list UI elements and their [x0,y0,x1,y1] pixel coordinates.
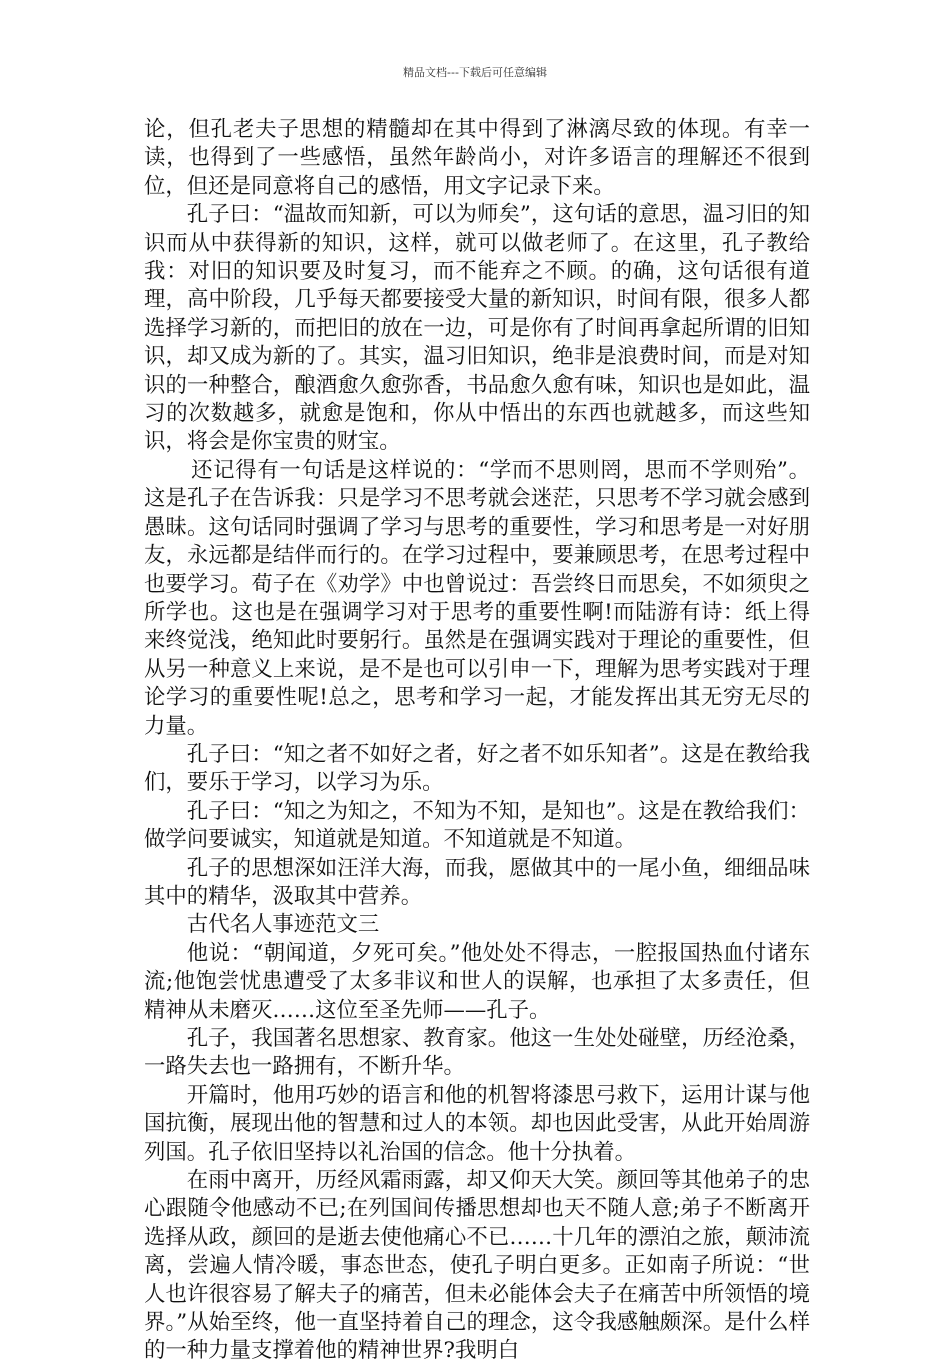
paragraph: 论，但孔老夫子思想的精髓却在其中得到了淋漓尽致的体现。有幸一读，也得到了一些感悟，虽然年龄尚小，对许多语言的理解还不很到位，但还是同意将自己的感悟，用文字记录下来。 [144,117,810,199]
paragraph: 孔子曰：“知之者不如好之者，好之者不如乐知者”。这是在教给我们，要乐于学习，以学习为乐。 [144,741,810,796]
section-heading: 古代名人事迹范文三 [186,912,380,938]
paragraph: 开篇时，他用巧妙的语言和他的机智将漆思弓救下，运用计谋与他国抗衡，展现出他的智慧和过人的本领。却也因此受害，从此开始周游列国。孔子依旧坚持以礼治国的信念。他十分执着。 [144,1082,810,1165]
paragraph: 还记得有一句话是这样说的：“学而不思则罔，思而不学则殆”。这是孔子在告诉我：只是学习不思考就会迷茫，只思考不学习就会感到愚昧。这句话同时强调了学习与思考的重要性，学习和思考是一对好朋友，永远都是结伴而行的。在学习过程中，要兼顾思考，在思考过程中也要学习。荀子在《劝学》中也曾说过：吾尝终日而思矣，不如须臾之所学也。这也是在强调学习对于思考的重要性啊!而陆游有诗：纸上得来终觉浅，绝知此时要躬行。虽然是在强调实践对于理论的重要性，但从另一种意义上来说，是不是也可以引申一下，理解为思考实践对于理论学习的重要性呢!总之，思考和学习一起，才能发挥出其无穷无尽的力量。 [144,457,810,739]
paragraph: 孔子，我国著名思想家、教育家。他这一生处处碰壁，历经沧桑，一路失去也一路拥有，不断升华。 [144,1026,810,1080]
page-header: 精品文档---下载后可任意编辑 [403,66,547,79]
paragraph: 在雨中离开，历经风霜雨露，却又仰天大笑。颜回等其他弟子的忠心跟随令他感动不已;在列国间传播思想却也天不随人意;弟子不断离开选择从政，颜回的是逝去使他痛心不已……十几年的漂泊之旅，颠沛流离，尝遍人情冷暖，事态世态，使孔子明白更多。正如南子所说：“世人也许很容易了解夫子的痛苦，但未必能体会夫子在痛苦中所领悟的境界。”从始至终，他一直坚持着自己的理念，这令我感触颇深。是什么样的一种力量支撑着他的精神世界?我明白 [144,1168,810,1364]
paragraph: 孔子曰：“温故而知新，可以为师矣”，这句话的意思，温习旧的知识而从中获得新的知识，这样，就可以做老师了。在这里，孔子教给我：对旧的知识要及时复习，而不能弃之不顾。的确，这句话很有道理，高中阶段，几乎每天都要接受大量的新知识，时间有限，很多人都选择学习新的，而把旧的放在一边，可是你有了时间再拿起所谓的旧知识，却又成为新的了。其实，温习旧知识，绝非是浪费时间，而是对知识的一种整合，酿酒愈久愈弥香，书品愈久愈有味，知识也是如此，温习的次数越多，就愈是饱和，你从中悟出的东西也就越多，而这些知识，将会是你宝贵的财宝。 [144,202,810,455]
paragraph: 孔子的思想深如汪洋大海，而我，愿做其中的一尾小鱼，细细品味其中的精华，汲取其中营养。 [144,855,810,909]
paragraph: 他说：“朝闻道，夕死可矣。”他处处不得志，一腔报国热血付诸东流;他饱尝忧患遭受了太多非议和世人的误解，也承担了太多责任，但精神从未磨灭……这位至圣先师——孔子。 [144,940,810,1023]
document-body [144,116,810,1366]
paragraph: 孔子曰：“知之为知之，不知为不知，是知也”。这是在教给我们：做学问要诚实，知道就是知道。不知道就是不知道。 [144,798,810,853]
